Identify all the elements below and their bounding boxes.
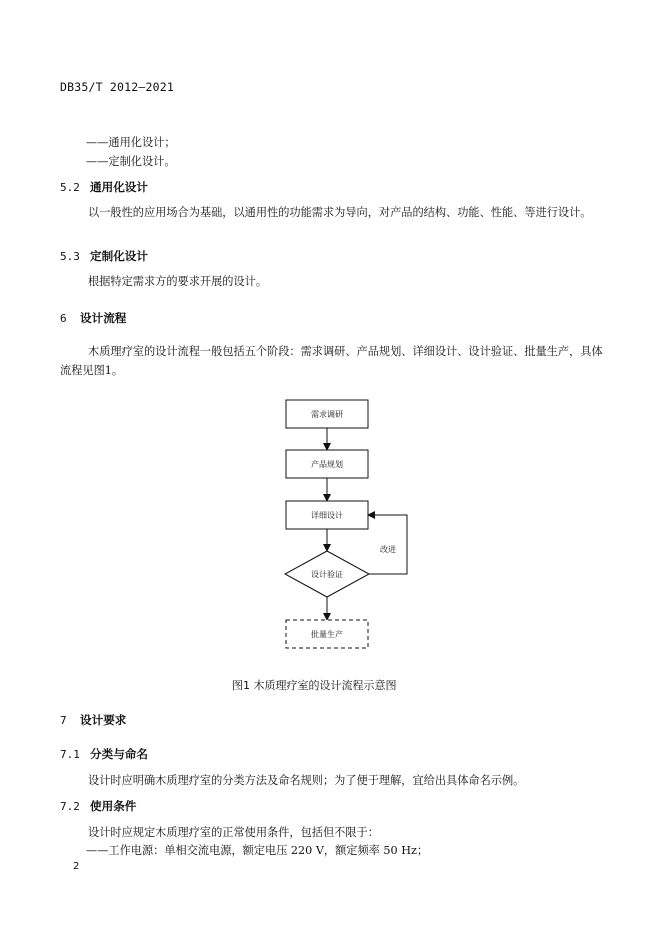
- section-7-2-paragraph: 设计时应规定木质理疗室的正常使用条件，包括但不限于：: [88, 826, 379, 839]
- flow-node-production-label: 批量生产: [311, 630, 343, 639]
- section-7-2-list-item-1: ——工作电源：单相交流电源，额定电压 220 V，额定频率 50 Hz；: [86, 844, 429, 857]
- figure-caption: 图1 木质理疗室的设计流程示意图: [232, 679, 397, 692]
- flowchart-svg: [270, 392, 440, 660]
- section-6-number: 6: [60, 312, 67, 325]
- section-7-1-number: 7.1: [60, 748, 80, 761]
- section-5-3-heading: [60, 248, 148, 264]
- section-6-paragraph: 木质理疗室的设计流程一般包括五个阶段：需求调研、产品规划、详细设计、设计验证、批量生产，具体流程见图1。: [60, 345, 603, 377]
- flow-node-verification-label: 设计验证: [311, 570, 343, 579]
- section-7-2-title: 使用条件: [90, 799, 137, 813]
- section-5-2-heading: [60, 179, 148, 195]
- section-5-2-title: 通用化设计: [90, 180, 148, 194]
- section-7-heading: [60, 712, 126, 728]
- intro-list-item-1: ——通用化设计；: [86, 136, 176, 149]
- flow-loop-label: 改进: [380, 545, 396, 554]
- section-7-title: 设计要求: [80, 713, 127, 727]
- page-number: 2: [73, 861, 80, 872]
- section-5-2-number: 5.2: [60, 181, 80, 194]
- section-5-3-title: 定制化设计: [90, 249, 148, 263]
- flow-node-research-label: 需求调研: [311, 410, 343, 419]
- section-6-title: 设计流程: [80, 311, 127, 325]
- section-6-heading: [60, 310, 126, 326]
- section-5-2-paragraph: 以一般性的应用场合为基础，以通用性的功能需求为导向，对产品的结构、功能、性能、等进行设计。: [88, 206, 592, 219]
- section-7-2-heading: [60, 798, 136, 814]
- section-7-1-heading: [60, 746, 148, 762]
- section-7-2-number: 7.2: [60, 800, 80, 813]
- flow-node-planning-label: 产品规划: [311, 460, 343, 469]
- section-5-3-number: 5.3: [60, 250, 80, 263]
- flow-node-detailed-design-label: 详细设计: [311, 511, 343, 520]
- section-7-number: 7: [60, 714, 67, 727]
- design-flowchart: [270, 392, 440, 660]
- section-5-3-paragraph: 根据特定需求方的要求开展的设计。: [88, 275, 268, 288]
- section-7-1-paragraph: 设计时应明确木质理疗室的分类方法及命名规则；为了便于理解，宜给出具体命名示例。: [88, 774, 525, 787]
- document-code: DB35/T 2012—2021: [60, 80, 174, 94]
- intro-list-item-2: ——定制化设计。: [86, 155, 176, 168]
- section-7-1-title: 分类与命名: [90, 747, 148, 761]
